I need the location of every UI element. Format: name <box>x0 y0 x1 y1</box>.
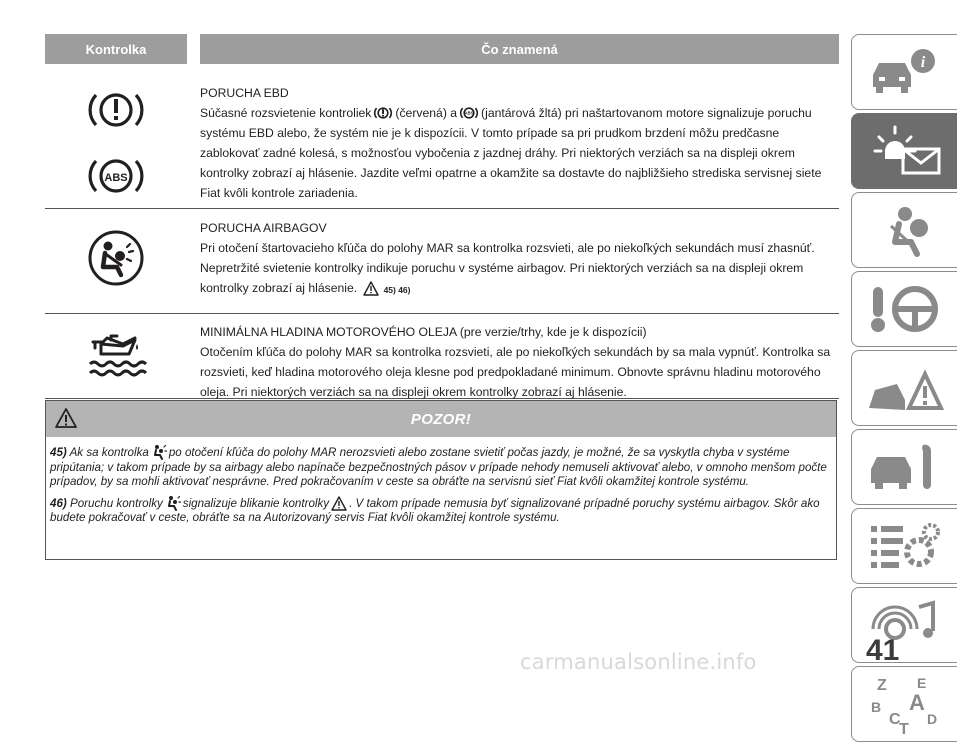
watermark: carmanualsonline.info <box>520 650 757 674</box>
note-45: 45) Ak sa kontrolka po otočení kľúča do polohy MAR nerozsvieti alebo zostane svietiť počas jazdy, je možné, že sa vyskytla chyba v systéme pripútania; v takom prípade by sa airbagy alebo napínače bezpečnostných pásov v prípade nehody nemuseli aktivovať alebo, v omnoho menšom počte prípadov, by sa mohli aktivovať nesprávne. Pred pokračovaním v ceste sa obráťte na servisnú sieť Fiat kvôli okamžitej kontrole systému. <box>50 446 827 488</box>
svg-text:D: D <box>926 711 937 727</box>
table-header <box>45 34 839 64</box>
car-info-icon <box>867 47 943 97</box>
ebd-title: PORUCHA EBD <box>200 86 289 100</box>
table-row <box>45 64 839 209</box>
svg-text:ABS: ABS <box>464 110 474 116</box>
warning-triangle-icon <box>331 496 347 511</box>
warning-title: POZOR! <box>410 410 472 428</box>
tab-emergency[interactable] <box>851 350 957 426</box>
table-row <box>45 209 839 314</box>
airbag-person-icon <box>165 495 181 511</box>
tab-maintenance[interactable] <box>851 429 957 505</box>
header-kontrolka: Kontrolka <box>85 41 147 57</box>
tab-technical[interactable] <box>851 508 957 584</box>
svg-text:Z: Z <box>876 677 887 694</box>
warning-triangle-icon <box>54 407 78 429</box>
steering-wheel-icon <box>867 281 943 337</box>
brake-warning-icon <box>373 105 393 121</box>
abs-warning-icon <box>459 105 479 121</box>
index-icon <box>865 672 945 736</box>
svg-text:C: C <box>888 711 901 728</box>
car-maintenance-icon <box>865 439 945 495</box>
svg-text:A: A <box>908 690 925 715</box>
warning-header <box>46 401 836 437</box>
svg-text:B: B <box>870 699 881 715</box>
note-references: 45) 46) <box>383 285 411 295</box>
header-meaning: Čo znamená <box>481 41 558 57</box>
tab-warning-lights[interactable] <box>851 113 957 189</box>
tab-index[interactable] <box>851 666 957 742</box>
svg-text:T: T <box>898 721 909 736</box>
tab-car-info[interactable] <box>851 34 957 110</box>
oil-description: MINIMÁLNA HLADINA MOTOROVÉHO OLEJA (pre verzie/trhy, kde je k dispozícii) Otočením kľúča do polohy MAR sa kontrolka rozsvieti, ale po niekoľkých sekundách by sa mala vypnúť. Kontrolka sa rozsvieti, keď hladina motorového oleja klesne pod predpokladané minimum. Obnovte správnu hladinu motorového oleja. Pri niektorých verziách sa na displeji okrem kontrolky zobrazí aj hlásenie. <box>200 314 839 398</box>
seat-airbag-icon <box>869 202 941 258</box>
warning-lights-icon <box>865 123 945 179</box>
ebd-description: PORUCHA EBD Súčasné rozsvietenie kontroliek (červená) a ABS (jantárová žltá) pri naštartovanom motore signalizuje poruchu systému EBD alebo, že systém nie je k dispozícii. V tomto prípade sa pri prudkom brzdení môžu predčasne zablokovať zadné kolesá, s možnosťou vybočenia z jazdnej dráhy. Pri niektorých verziách sa na displeji okrem kontrolky zobrazí aj hlásenie. Jazdite veľmi opatrne a okamžite sa dostavte do najbližšieho strediska servisnej siete Fiat kvôli kontrole zariadenia. <box>200 64 839 208</box>
airbag-warning-icon <box>87 229 145 287</box>
content-area <box>45 34 839 399</box>
warning-box <box>45 400 837 560</box>
emergency-road-icon <box>865 360 945 416</box>
table-row <box>45 314 839 399</box>
oil-level-icon <box>85 328 147 382</box>
oil-title: MINIMÁLNA HLADINA MOTOROVÉHO OLEJA (pre verzie/trhy, kde je k dispozícii) <box>200 325 647 339</box>
airbag-description: PORUCHA AIRBAGOV Pri otočení štartovacieho kľúča do polohy MAR sa kontrolka rozsvieti, ale po niekoľkých sekundách musí zhasnúť. Nepretržité svietenie kontrolky indikuje poruchu v systéme airbagov. Pri niektorých verziách sa na displeji okrem kontrolky zobrazí aj hlásenie. 45) 46) <box>200 209 839 313</box>
tab-seat-airbag[interactable] <box>851 192 957 268</box>
brake-warning-icon <box>85 85 147 135</box>
tab-steering[interactable] <box>851 271 957 347</box>
abs-warning-icon <box>85 151 147 201</box>
technical-data-icon <box>865 518 945 574</box>
svg-text:i: i <box>920 54 925 71</box>
airbag-person-icon <box>151 444 167 460</box>
svg-text:E: E <box>916 675 926 691</box>
page-number: 41 <box>866 634 900 667</box>
airbag-title: PORUCHA AIRBAGOV <box>200 221 327 235</box>
warning-triangle-icon <box>363 281 379 296</box>
note-46: 46) Poruchu kontrolky signalizuje blikanie kontrolky . V takom prípade nemusia byť signalizované prípadné poruchy systému airbagov. Skôr ako budete pokračovať v ceste, obráťte sa na Autorizovaný servis Fiat kvôli okamžitej kontrole systému. <box>50 496 820 524</box>
svg-text:ABS: ABS <box>104 172 128 184</box>
warning-body <box>46 437 836 526</box>
